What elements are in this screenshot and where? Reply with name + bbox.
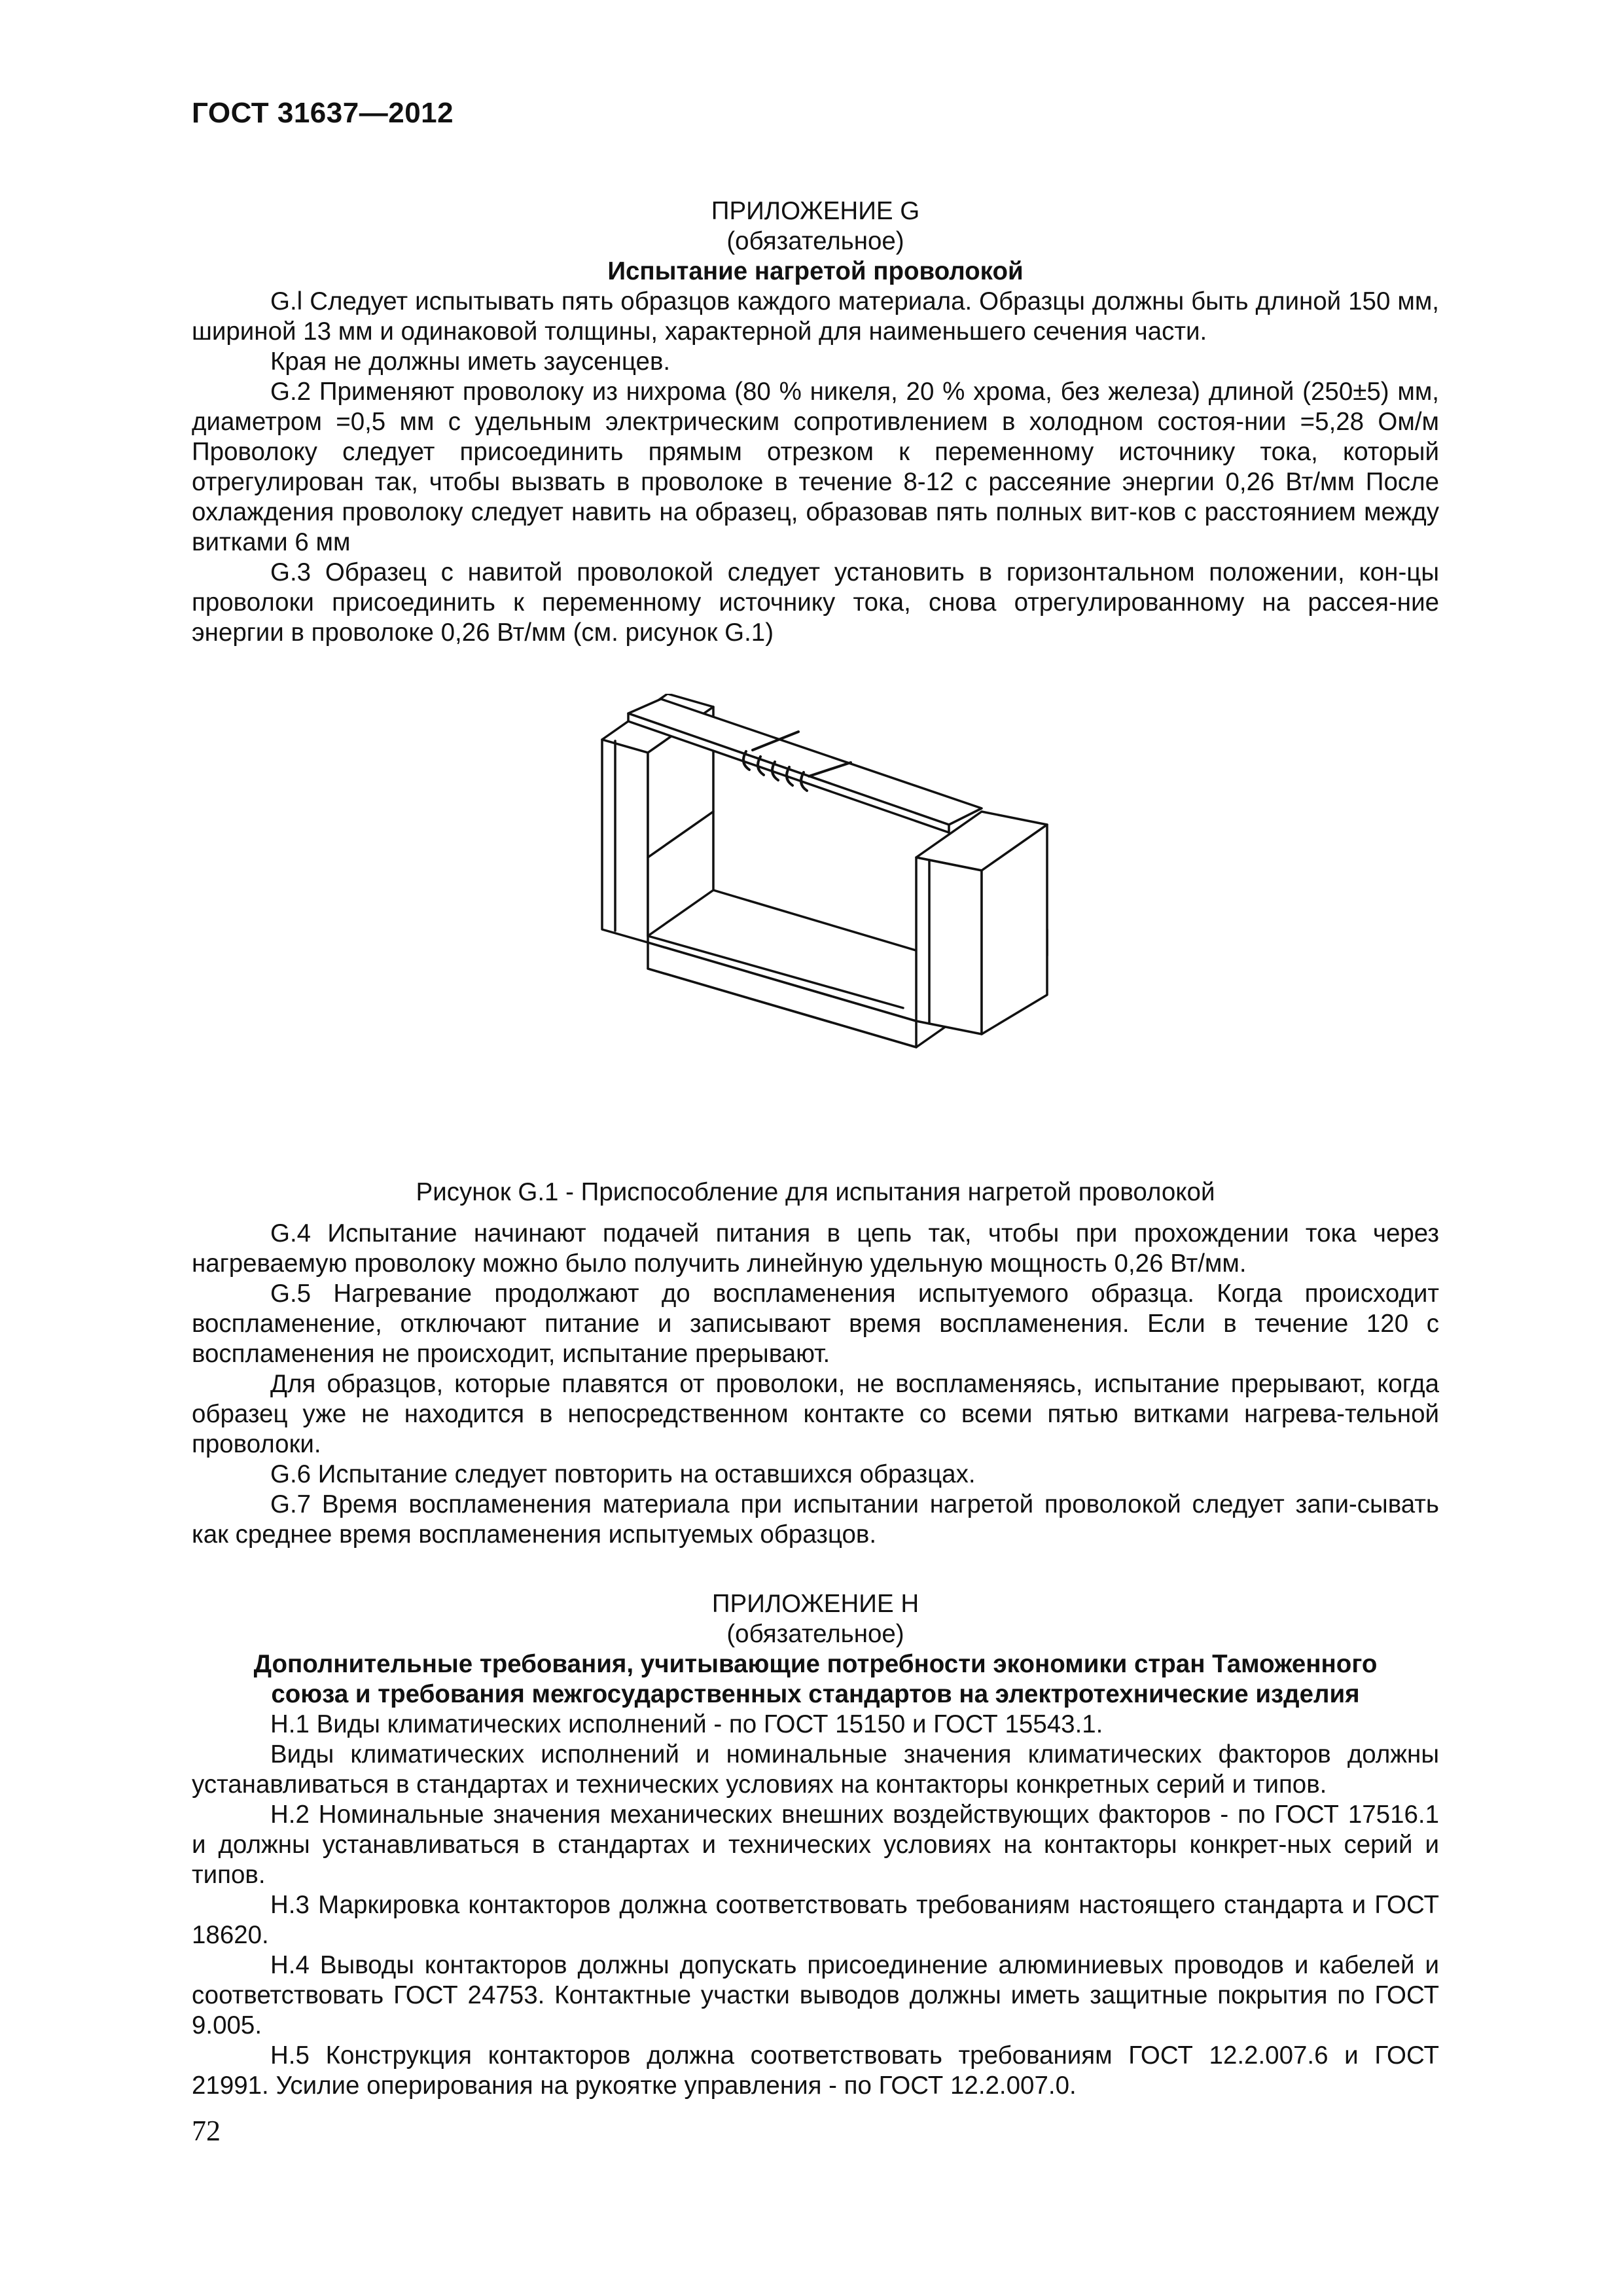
paragraph-h2: H.2 Номинальные значения механических внешних воздействующих факторов - по ГОСТ 17516.1 и должны устанавливаться в стандартах и технических условиях на контакторы конкрет-ных серий и типов. [192, 1801, 1439, 1889]
paragraph-g7: G.7 Время воспламенения материала при испытании нагретой проволокой следует запи-сывать как среднее время воспламенения испытуемых образцов. [192, 1490, 1439, 1549]
appendix-h-body [192, 1710, 1439, 2101]
paragraph-h5: H.5 Конструкция контакторов должна соответствовать требованиям ГОСТ 12.2.007.6 и ГОСТ 21991. Усилие оперирования на рукоятке управления - по ГОСТ 12.2.007.0. [192, 2041, 1439, 2100]
appendix-g-title: ПРИЛОЖЕНИЕ G [711, 197, 920, 225]
paragraph-g1-note: Края не должны иметь заусенцев. [270, 348, 671, 376]
paragraph-g4: G.4 Испытание начинают подачей питания в цепь так, чтобы при прохождении тока через нагреваемую проволоку можно было получить линейную удельную мощность 0,26 Вт/мм. [192, 1219, 1439, 1278]
appendix-g-body [192, 287, 1439, 648]
hot-wire-fixture-drawing [589, 694, 1099, 1152]
paragraph-g5: G.5 Нагревание продолжают до воспламенения испытуемого образца. Когда происходит воспламенение, отключают питание и записывают время воспламенения. Если в течение 120 с воспламенения не происходит, испытание прерывают. [192, 1280, 1439, 1368]
paragraph-g6: G.6 Испытание следует повторить на оставшихся образцах. [270, 1460, 976, 1488]
paragraph-h3: H.3 Маркировка контакторов должна соответствовать требованиям настоящего стандарта и ГОСТ 18620. [192, 1891, 1439, 1949]
appendix-g-heading: Испытание нагретой проволокой [607, 257, 1024, 285]
appendix-h-heading-line2: союза и требования межгосударственных стандартов на электротехнические изделия [271, 1680, 1360, 1708]
appendix-h-title: ПРИЛОЖЕНИЕ H [711, 1590, 919, 1618]
document-code-header: ГОСТ 31637—2012 [192, 97, 454, 129]
paragraph-h1: H.1 Виды климатических исполнений - по ГОСТ 15150 и ГОСТ 15543.1. [270, 1710, 1103, 1738]
paragraph-g1: G.l Следует испытывать пять образцов каждого материала. Образцы должны быть длиной 150 мм, шириной 13 мм и одинаковой толщины, характерной для наименьшего сечения части. [192, 287, 1439, 346]
paragraph-g2: G.2 Применяют проволоку из нихрома (80 % никеля, 20 % хрома, без железа) длиной (250±5) мм, диаметром =0,5 мм с удельным электрическим сопротивлением в холодном состоя-нии =5,28 Ом/м Проволоку следует присоединить прямым отрезком к переменному источнику тока, который отрегулирован так, чтобы вызвать в проволоке в течение 8-12 с рассеяние энергии 0,26 Вт/мм После охлаждения проволоку следует навить на образец, образовав пять полных вит-ков с расстоянием между витками 6 мм [192, 378, 1439, 556]
right-pillar [916, 812, 1047, 1034]
page-number: 72 [192, 2115, 221, 2147]
figure-caption: Рисунок G.1 - Приспособление для испытания нагретой проволокой [416, 1178, 1215, 1206]
appendix-g-status: (обязательное) [726, 227, 904, 255]
paragraph-g3: G.3 Образец с навитой проволокой следует установить в горизонтальном положении, кон-цы проволоки присоединить к переменному источнику тока, снова отрегулированному на рассея-ние энергии в проволоке 0,26 Вт/мм (см. рисунок G.1) [192, 558, 1439, 647]
appendix-h-header [192, 1589, 1439, 1710]
appendix-g-body-continued [192, 1219, 1439, 1550]
paragraph-g5-note: Для образцов, которые плавятся от проволоки, не воспламеняясь, испытание прерывают, когда образец уже не находится в непосредственном контакте со всеми пятью витками нагрева-тельной проволоки. [192, 1370, 1439, 1458]
appendix-g-header [192, 196, 1439, 287]
appendix-h-heading-line1: Дополнительные требования, учитывающие потребности экономики стран Таможенного [253, 1650, 1378, 1678]
paragraph-h1-note: Виды климатических исполнений и номинальные значения климатических факторов должны устанавливаться в стандартах и технических условиях на контакторы конкретных серий и типов. [192, 1740, 1439, 1799]
appendix-h-status: (обязательное) [726, 1620, 904, 1648]
paragraph-h4: H.4 Выводы контакторов должны допускать присоединение алюминиевых проводов и кабелей и соответствовать ГОСТ 24753. Контактные участки выводов должны иметь защитные покрытия по ГОСТ 9.005. [192, 1951, 1439, 2039]
